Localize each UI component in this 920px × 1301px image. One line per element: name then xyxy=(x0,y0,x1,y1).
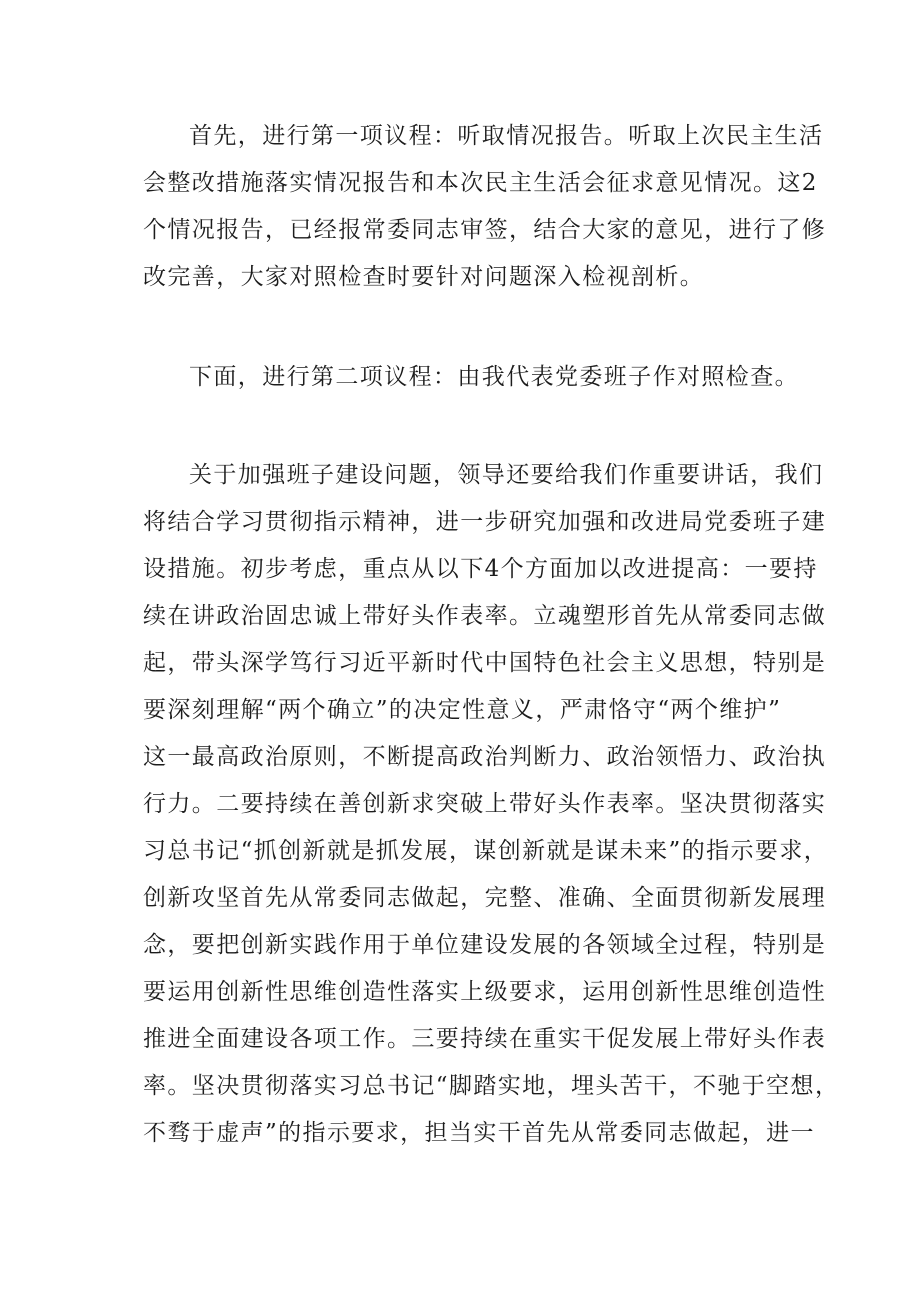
paragraph-3-line-3: 设措施。初步考虑，重点从以下4个方面加以改进提高：一要持 xyxy=(143,556,818,582)
paragraph-3-line-4: 续在讲政治固忠诚上带好头作表率。立魂塑形首先从常委同志做 xyxy=(143,603,827,629)
paragraph-1-line-2: 会整改措施落实情况报告和本次民主生活会征求意见情况。这2 xyxy=(143,170,818,196)
paragraph-3-line-13: 推进全面建设各项工作。三要持续在重实干促发展上带好头作表 xyxy=(143,1026,827,1052)
paragraph-3-line-1: 关于加强班子建设问题，领导还要给我们作重要讲话，我们 xyxy=(189,462,824,488)
paragraph-3-line-7: 这一最高政治原则，不断提高政治判断力、政治领悟力、政治执 xyxy=(143,744,827,770)
paragraph-1-line-4: 改完善，大家对照检查时要针对问题深入检视剖析。 xyxy=(143,264,705,290)
paragraph-1-line-1: 首先，进行第一项议程：听取情况报告。听取上次民主生活 xyxy=(189,123,824,149)
paragraph-3-line-14: 率。坚决贯彻落实习总书记“脚踏实地，埋头苦干，不驰于空想， xyxy=(143,1073,840,1099)
paragraph-3-line-5: 起，带头深学笃行习近平新时代中国特色社会主义思想，特别是 xyxy=(143,650,827,676)
paragraph-3-line-6: 要深刻理解“两个确立”的决定性意义，严肃恪守“两个维护” xyxy=(143,697,782,723)
paragraph-3-line-12: 要运用创新性思维创造性落实上级要求，运用创新性思维创造性 xyxy=(143,979,827,1005)
paragraph-3-line-15: 不骛于虚声”的指示要求，担当实干首先从常委同志做起，进一 xyxy=(143,1120,815,1146)
paragraph-3-line-11: 念，要把创新实践作用于单位建设发展的各领域全过程，特别是 xyxy=(143,932,827,958)
paragraph-1-line-3: 个情况报告，已经报常委同志审签，结合大家的意见，进行了修 xyxy=(143,217,827,243)
paragraph-3-line-2: 将结合学习贯彻指示精神，进一步研究加强和改进局党委班子建 xyxy=(143,509,827,535)
paragraph-2-line-1: 下面，进行第二项议程：由我代表党委班子作对照检查。 xyxy=(189,364,799,390)
paragraph-3-line-10: 创新攻坚首先从常委同志做起，完整、准确、全面贯彻新发展理 xyxy=(143,885,827,911)
paragraph-3-line-8: 行力。二要持续在善创新求突破上带好头作表率。坚决贯彻落实 xyxy=(143,791,827,817)
paragraph-3-line-9: 习总书记“抓创新就是抓发展，谋创新就是谋未来”的指示要求， xyxy=(143,838,829,864)
